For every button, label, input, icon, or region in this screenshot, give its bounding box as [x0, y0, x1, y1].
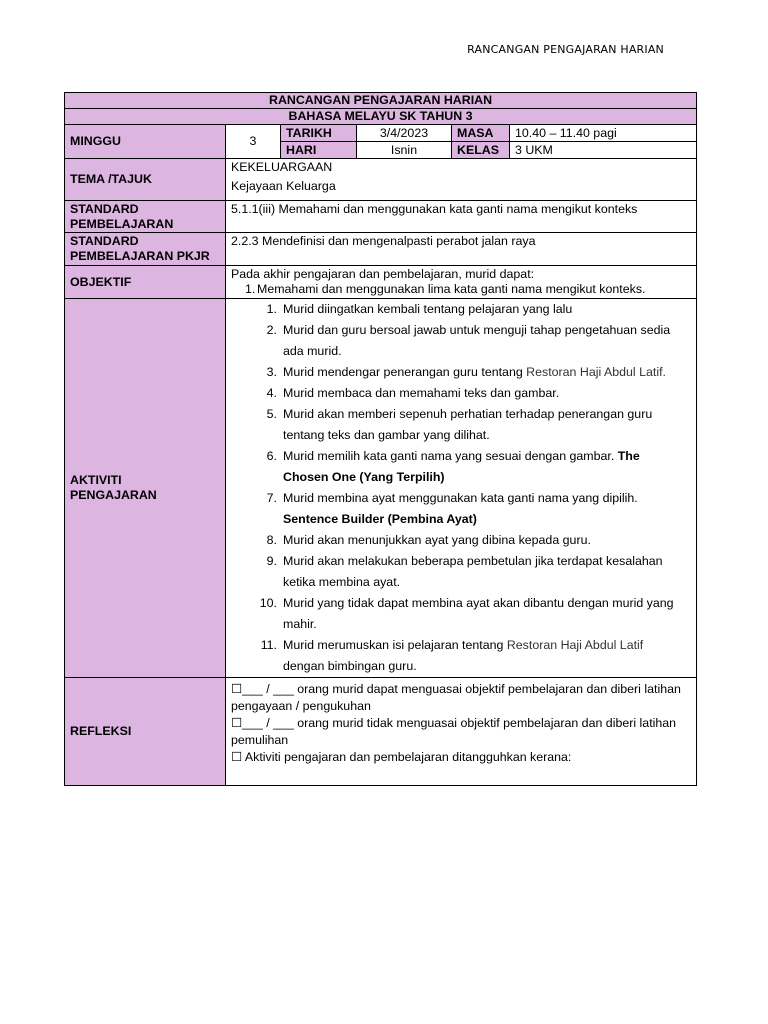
standard-pkjr-label: [65, 233, 226, 266]
list-item: 8. Murid akan menunjukkan ayat yang dibina kepada guru.: [266, 533, 591, 547]
standard-pembelajaran-label: [65, 201, 226, 233]
list-item: 2. Murid dan guru bersoal jawab untuk menguji tahap pengetahuan sedia ada murid.: [266, 323, 671, 358]
standard-pkjr-value: 2.2.3 Mendefinisi dan mengenalpasti perabot jalan raya: [226, 233, 697, 266]
minggu-value: 3: [226, 125, 281, 159]
tema-label: TEMA /TAJUK: [65, 159, 226, 201]
aktiviti-label-line-1: AKTIVITI: [70, 473, 122, 487]
objektif-intro: Pada akhir pengajaran dan pembelajaran, murid dapat:: [231, 267, 535, 281]
objektif-value: [226, 266, 697, 299]
sp-label-line-1: STANDARD: [70, 201, 139, 216]
sp-label-line-2: PEMBELAJARAN: [70, 216, 174, 231]
list-item: 10. Murid yang tidak dapat membina ayat akan dibantu dengan murid yang mahir.: [259, 596, 674, 631]
refleksi-value: [226, 678, 697, 786]
table-title: RANCANGAN PENGAJARAN HARIAN: [65, 93, 697, 109]
tema-value: [226, 159, 697, 201]
list-item: 7. Murid membina ayat menggunakan kata ganti nama yang dipilih. Sentence Builder (Pembina Ayat): [266, 491, 638, 526]
list-item: 5. Murid akan memberi sepenuh perhatian terhadap penerangan guru tentang teks dan gambar yang dilihat.: [266, 407, 653, 442]
aktiviti-label-line-2: PENGAJARAN: [70, 488, 157, 502]
refleksi-line-3: ☐ Aktiviti pengajaran dan pembelajaran ditangguhkan kerana:: [231, 750, 572, 764]
objektif-item: [231, 282, 691, 297]
aktiviti-list: [231, 299, 691, 677]
pkjr-label-line-1: STANDARD: [70, 234, 139, 248]
page-header: RANCANGAN PENGAJARAN HARIAN: [467, 43, 664, 56]
masa-value: 10.40 – 11.40 pagi: [510, 125, 697, 142]
masa-label: MASA: [452, 125, 510, 142]
pkjr-label-line-2: PEMBELAJARAN PKJR: [70, 249, 210, 263]
hari-value: Isnin: [357, 142, 452, 159]
table-subtitle: BAHASA MELAYU SK TAHUN 3: [65, 109, 697, 125]
aktiviti-label: [65, 299, 226, 678]
aktiviti-list-cell: [226, 299, 697, 678]
tema-line-2: Kejayaan Keluarga: [231, 179, 336, 193]
objektif-item-text: Memahami dan menggunakan lima kata ganti nama mengikut konteks.: [257, 282, 646, 296]
hari-label: HARI: [281, 142, 357, 159]
kelas-label: KELAS: [452, 142, 510, 159]
lesson-plan-table: [64, 92, 697, 786]
kelas-value: 3 UKM: [510, 142, 697, 159]
tema-line-1: KEKELUARGAAN: [231, 160, 333, 174]
refleksi-label: REFLEKSI: [65, 678, 226, 786]
list-item: 6. Murid memilih kata ganti nama yang sesuai dengan gambar. The Chosen One (Yang Terpilih): [266, 449, 640, 484]
objektif-item-number: 1.: [245, 282, 256, 296]
tarikh-label: TARIKH: [281, 125, 357, 142]
tarikh-value: 3/4/2023: [357, 125, 452, 142]
refleksi-line-2: ☐___ / ___ orang murid tidak menguasai objektif pembelajaran dan diberi latihan pemulihan: [231, 716, 677, 747]
list-item: 9. Murid akan melakukan beberapa pembetulan jika terdapat kesalahan ketika membina ayat.: [266, 554, 663, 589]
objektif-label: OBJEKTIF: [65, 266, 226, 299]
list-item: 1. Murid diingatkan kembali tentang pelajaran yang lalu: [266, 302, 573, 316]
minggu-label: MINGGU: [65, 125, 226, 159]
refleksi-line-1: ☐___ / ___ orang murid dapat menguasai objektif pembelajaran dan diberi latihan pengayaan / pengukuhan: [231, 682, 681, 713]
standard-pembelajaran-value: 5.1.1(iii) Memahami dan menggunakan kata ganti nama mengikut konteks: [226, 201, 697, 233]
list-item: 3. Murid mendengar penerangan guru tentang Restoran Haji Abdul Latif.: [266, 365, 666, 379]
list-item: 4. Murid membaca dan memahami teks dan gambar.: [266, 386, 560, 400]
list-item: 11. Murid merumuskan isi pelajaran tentang Restoran Haji Abdul Latif dengan bimbingan guru.: [260, 638, 644, 673]
